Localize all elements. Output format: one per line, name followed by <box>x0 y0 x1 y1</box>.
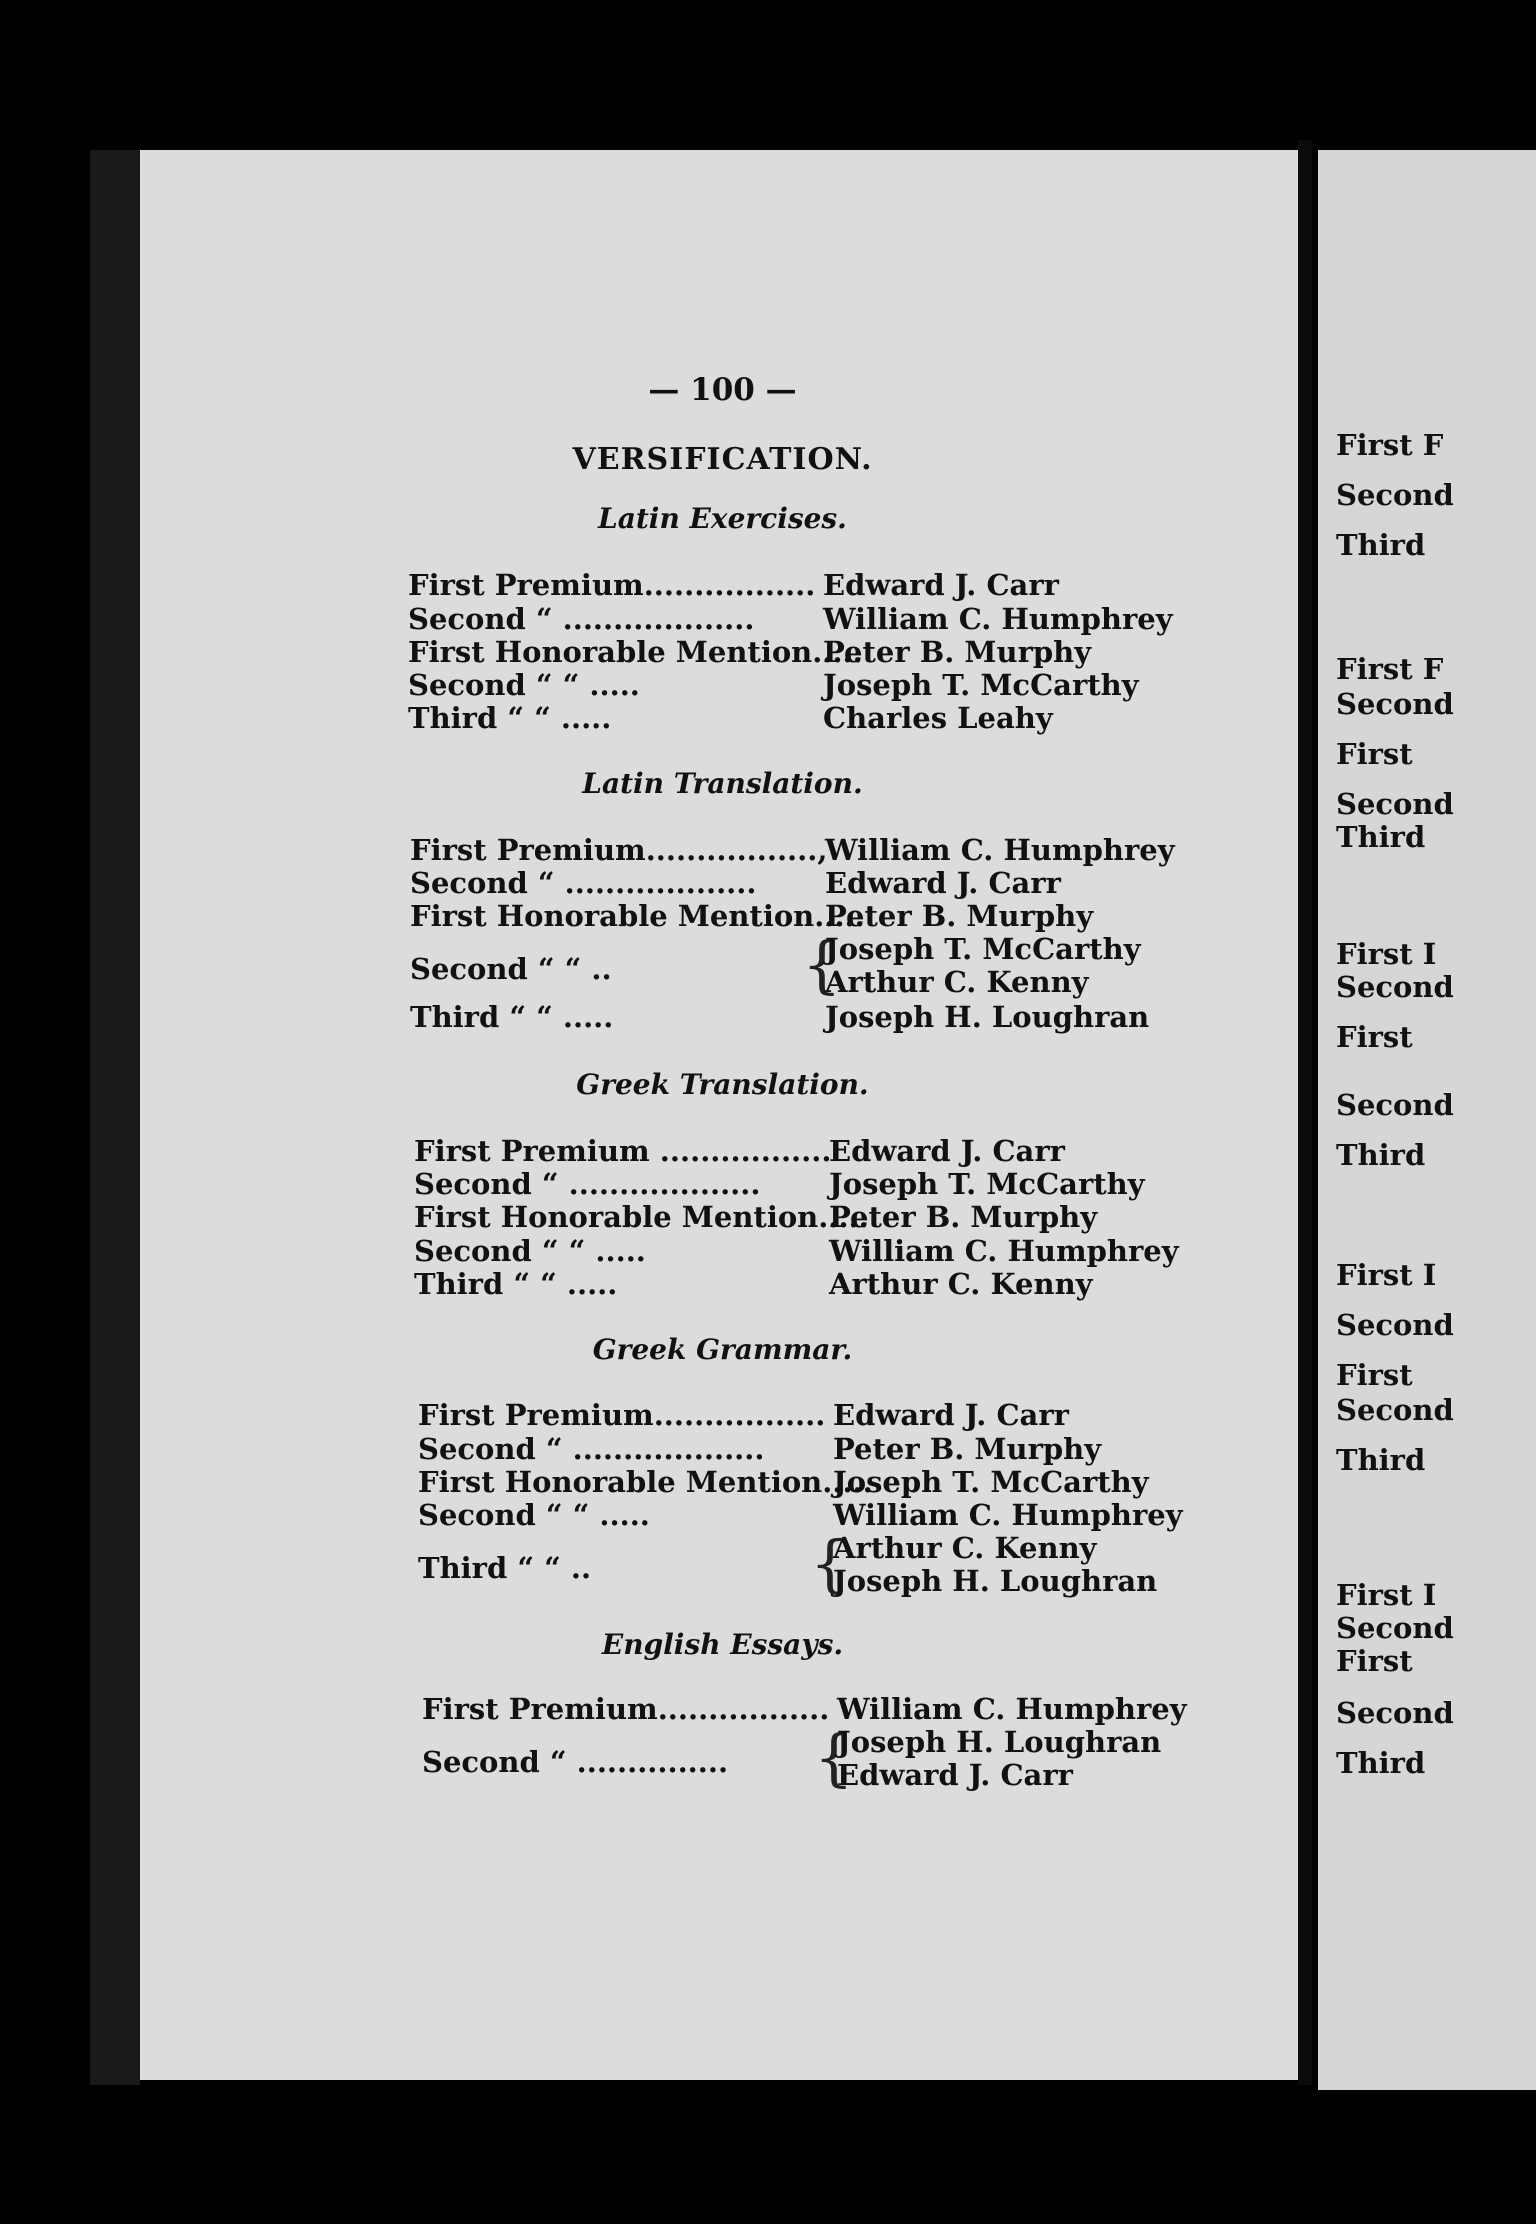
side-word: Second <box>1336 1696 1454 1730</box>
list-item-bracketed <box>418 1527 1158 1600</box>
side-word: First <box>1336 1358 1413 1392</box>
award-label: First Premium................. <box>422 1692 830 1726</box>
book-spine <box>90 150 140 2085</box>
winner-name: Joseph H. Loughran <box>825 1000 1150 1034</box>
list-item <box>408 668 1139 702</box>
side-word: Third <box>1336 1746 1426 1780</box>
page-gutter <box>1298 140 1312 2085</box>
side-word: Second <box>1336 478 1454 512</box>
section-heading-greek-grammar: Greek Grammar. <box>592 1333 853 1366</box>
side-word: First <box>1336 737 1413 771</box>
winner-name: Joseph H. Loughran <box>837 1725 1162 1759</box>
side-word: Third <box>1336 1138 1426 1172</box>
award-label: First Premium................., <box>410 833 828 867</box>
side-word: First <box>1336 1644 1413 1678</box>
winner-name: Joseph T. McCarthy <box>823 668 1139 702</box>
winner-name: Joseph T. McCarthy <box>829 1167 1145 1201</box>
award-label: First Honorable Mention..... <box>418 1465 873 1499</box>
award-label: Second “ ................... <box>408 602 755 636</box>
winner-name: Arthur C. Kenny <box>833 1531 1097 1565</box>
list-item <box>410 833 1175 867</box>
section-heading-latin-translation: Latin Translation. <box>582 767 863 800</box>
award-label: Second “ “ ..... <box>418 1498 650 1532</box>
side-word: First I <box>1336 937 1437 971</box>
side-word: First I <box>1336 1578 1437 1612</box>
winner-name: William C. Humphrey <box>823 602 1173 636</box>
winner-name: William C. Humphrey <box>833 1498 1183 1532</box>
page-title: VERSIFICATION. <box>572 442 873 477</box>
section-heading-english-essays: English Essays. <box>601 1628 844 1661</box>
award-label: First Premium................. <box>418 1398 826 1432</box>
award-label: Second “ ................... <box>418 1432 765 1466</box>
award-label: Second “ ............... <box>422 1745 729 1779</box>
list-item <box>410 1000 1149 1034</box>
winner-name: Joseph H. Loughran <box>833 1564 1158 1598</box>
winner-name: Edward J. Carr <box>825 866 1061 900</box>
list-item-bracketed <box>410 928 1141 1001</box>
winner-name: Peter B. Murphy <box>823 635 1092 669</box>
winner-name: Joseph T. McCarthy <box>833 1465 1149 1499</box>
list-item <box>410 899 1093 933</box>
list-item <box>414 1234 1179 1268</box>
brace-mark: { <box>810 1527 850 1600</box>
list-item <box>414 1134 1065 1168</box>
winner-name: William C. Humphrey <box>829 1234 1179 1268</box>
award-label: Third “ “ ..... <box>410 1000 614 1034</box>
award-label: Second “ “ ..... <box>414 1234 646 1268</box>
list-item <box>418 1432 1101 1466</box>
list-item <box>408 602 1173 636</box>
award-label: Third “ “ ..... <box>408 701 612 735</box>
side-word: Third <box>1336 528 1426 562</box>
list-item <box>418 1498 1183 1532</box>
list-item <box>408 635 1091 669</box>
list-item <box>418 1398 1069 1432</box>
section-heading-greek-translation: Greek Translation. <box>576 1068 869 1101</box>
side-word: Third <box>1336 820 1426 854</box>
winner-name: Arthur C. Kenny <box>829 1267 1093 1301</box>
list-item <box>414 1167 1145 1201</box>
winner-name: Charles Leahy <box>823 701 1053 735</box>
side-word: Second <box>1336 687 1454 721</box>
winner-name: Joseph T. McCarthy <box>825 932 1141 966</box>
winner-name: Peter B. Murphy <box>833 1432 1102 1466</box>
winner-name: Edward J. Carr <box>823 568 1059 602</box>
award-label: First Premium ................. <box>414 1134 832 1168</box>
award-label: Second “ “ .. <box>410 952 612 986</box>
list-item <box>422 1692 1187 1726</box>
winner-name: Edward J. Carr <box>837 1758 1073 1792</box>
side-word: First F <box>1336 428 1444 462</box>
winner-name: William C. Humphrey <box>825 833 1175 867</box>
award-label: Second “ ................... <box>410 866 757 900</box>
side-word: Second <box>1336 787 1454 821</box>
page-number: — 100 — <box>648 372 797 408</box>
next-page-fragment <box>1318 150 1536 2090</box>
list-item-bracketed <box>422 1721 1162 1794</box>
brace-mark: { <box>802 928 842 1001</box>
section-heading-latin-exercises: Latin Exercises. <box>598 502 847 535</box>
side-word: Second <box>1336 1611 1454 1645</box>
page-100 <box>140 150 1305 2080</box>
side-word: Second <box>1336 1393 1454 1427</box>
side-word: First F <box>1336 652 1444 686</box>
award-label: Second “ ................... <box>414 1167 761 1201</box>
side-word: Second <box>1336 970 1454 1004</box>
award-label: First Honorable Mention..... <box>410 899 865 933</box>
winner-name: Edward J. Carr <box>833 1398 1069 1432</box>
list-item <box>414 1267 1093 1301</box>
side-word: Second <box>1336 1088 1454 1122</box>
list-item <box>408 568 1059 602</box>
side-word: Second <box>1336 1308 1454 1342</box>
award-label: First Honorable Mention..... <box>408 635 863 669</box>
side-word: Third <box>1336 1443 1426 1477</box>
winner-name: Edward J. Carr <box>829 1134 1065 1168</box>
side-word: First <box>1336 1020 1413 1054</box>
winner-name: Arthur C. Kenny <box>825 965 1089 999</box>
award-label: Second “ “ ..... <box>408 668 640 702</box>
award-label: First Premium................. <box>408 568 816 602</box>
award-label: Third “ “ ..... <box>414 1267 618 1301</box>
list-item <box>408 701 1053 735</box>
list-item <box>410 866 1061 900</box>
award-label: First Honorable Mention..... <box>414 1200 869 1234</box>
winner-name: Peter B. Murphy <box>829 1200 1098 1234</box>
list-item <box>414 1200 1097 1234</box>
award-label: Third “ “ .. <box>418 1551 592 1585</box>
side-word: First I <box>1336 1258 1437 1292</box>
winner-name: Peter B. Murphy <box>825 899 1094 933</box>
brace-mark: { <box>814 1721 854 1794</box>
winner-name: William C. Humphrey <box>837 1692 1187 1726</box>
list-item <box>418 1465 1149 1499</box>
